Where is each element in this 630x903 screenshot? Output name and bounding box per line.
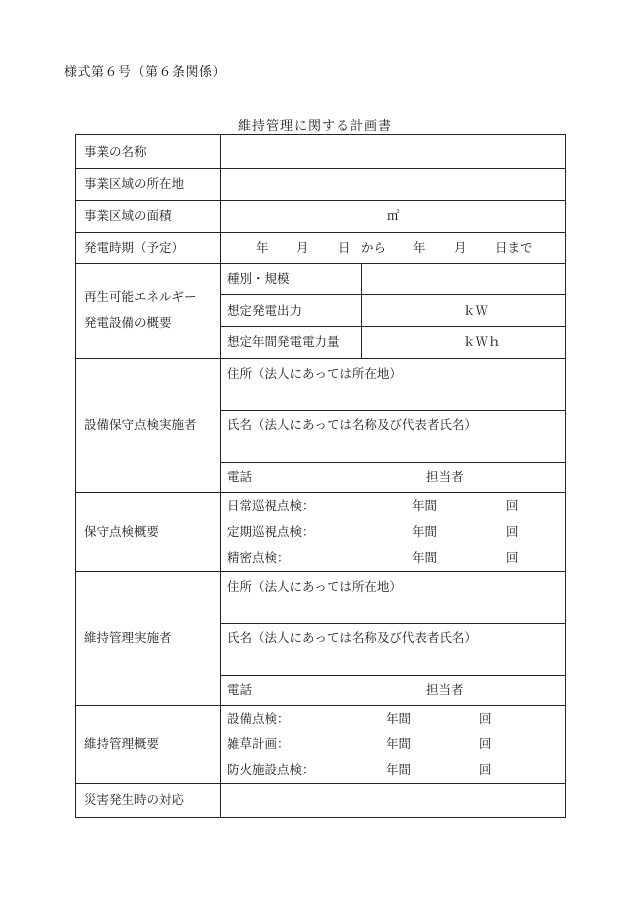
inspector-name-label: 氏名（法人にあっては名称及び代表者氏名） [227,417,477,432]
facility-overview-label-line2: 発電設備の概要 [84,315,172,330]
disaster-response-field[interactable] [221,784,566,818]
maintenance-inspector-label: 設備保守点検実施者 [84,417,197,432]
business-location-field[interactable] [221,169,566,200]
daily-inspection-times: 回 [506,498,519,513]
implementer-contact-label: 担当者 [426,682,464,697]
sub-row-divider [220,410,566,411]
row-divider [76,232,566,233]
inspector-address-label: 住所（法人にあっては所在地） [227,366,402,381]
inspection-overview-label: 保守点検概要 [84,524,160,539]
fire-facility-inspection-times: 回 [479,762,492,777]
row-divider [76,358,566,359]
row-divider [76,705,566,706]
expected-annual-unit: ｋＷｈ [463,334,501,349]
sub-row-divider [220,294,566,295]
row-divider [76,492,566,493]
daily-inspection-label: 日常巡視点検： [227,498,315,513]
sub-row-divider [220,462,566,463]
implementer-address-label: 住所（法人にあっては所在地） [227,579,402,594]
weed-plan-per-year: 年間 [386,736,412,751]
expected-output-unit: ｋＷ [463,303,489,318]
business-area-label: 事業区域の面積 [84,208,172,223]
business-name-field[interactable] [221,135,566,168]
business-location-label: 事業区域の所在地 [84,176,185,191]
row-divider [76,571,566,572]
daily-inspection-per-year: 年間 [412,498,438,513]
inspector-contact-label: 担当者 [426,469,464,484]
management-implementer-label: 維持管理実施者 [84,630,172,645]
area-unit: ㎡ [387,208,400,223]
expected-annual-label: 想定年間発電電力量 [227,334,340,349]
weed-plan-label: 雑草計画： [227,736,290,751]
facility-overview-label-line1: 再生可能エネルギー [84,289,197,304]
implementer-phone-label: 電話 [227,682,253,697]
expected-output-label: 想定発電出力 [227,303,303,318]
period-until: 日まで [495,240,533,255]
period-day-1: 日 [338,240,351,255]
detailed-inspection-label: 精密点検： [227,550,290,565]
plan-form-table [75,134,566,818]
periodic-inspection-times: 回 [506,524,519,539]
generation-period-label: 発電時期（予定） [84,240,185,255]
sub-row-divider [220,675,566,676]
period-month-2: 月 [454,240,467,255]
type-scale-field[interactable] [362,264,566,294]
business-name-label: 事業の名称 [84,144,147,159]
label-column-divider [220,135,221,818]
implementer-name-label: 氏名（法人にあっては名称及び代表者氏名） [227,630,477,645]
periodic-inspection-label: 定期巡視点検： [227,524,315,539]
period-year-1: 年 [256,240,269,255]
detailed-inspection-per-year: 年間 [412,550,438,565]
equipment-inspection-times: 回 [479,711,492,726]
sub-row-divider [220,326,566,327]
management-overview-label: 維持管理概要 [84,736,160,751]
sub-row-divider [220,623,566,624]
equipment-inspection-per-year: 年間 [386,711,412,726]
detailed-inspection-times: 回 [506,550,519,565]
inspector-phone-label: 電話 [227,469,253,484]
form-code: 様式第６号（第６条関係） [64,65,227,80]
period-month-1: 月 [296,240,309,255]
period-year-2: 年 [413,240,426,255]
fire-facility-inspection-label: 防火施設点検： [227,762,315,777]
type-scale-label: 種別・規模 [227,271,290,286]
document-title: 維持管理に関する計画書 [237,119,392,134]
period-from: から [361,240,387,255]
periodic-inspection-per-year: 年間 [412,524,438,539]
equipment-inspection-label: 設備点検： [227,711,290,726]
fire-facility-inspection-per-year: 年間 [386,762,412,777]
disaster-response-label: 災害発生時の対応 [84,792,185,807]
row-divider [76,200,566,201]
weed-plan-times: 回 [479,736,492,751]
